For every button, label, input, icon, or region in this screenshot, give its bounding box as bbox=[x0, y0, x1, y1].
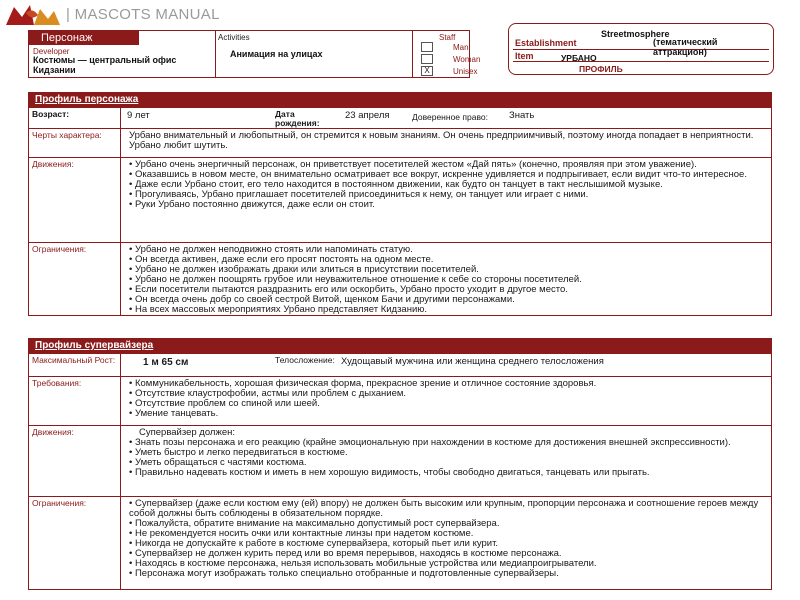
list-item: • Супервайзер (даже если костюм ему (ей) впору) не должен быть высоким или крупным, пропорции персонажа и соотношение героев между собой должны быть соблюдены в обязательном порядке. bbox=[129, 498, 759, 519]
staff-woman-label: Woman bbox=[453, 55, 481, 64]
traits-label: Черты характера: bbox=[29, 129, 121, 157]
divider bbox=[513, 61, 769, 62]
supervisor-movements-list bbox=[127, 426, 771, 480]
requirements-label: Требования: bbox=[29, 377, 121, 425]
persona-card-developer-cell bbox=[29, 31, 216, 77]
trusted-label: Доверенное право: bbox=[412, 112, 488, 122]
limits-label: Ограничения: bbox=[29, 243, 121, 315]
list-item: • Отсутствие клаустрофобии, астмы или проблем с дыханием. bbox=[129, 388, 407, 399]
staff-woman-checkbox[interactable] bbox=[421, 54, 433, 64]
birth-value: 23 апреля bbox=[345, 110, 390, 121]
list-item: • Никогда не допускайте к работе в костюме супервайзера, который пьет или курит. bbox=[129, 538, 499, 549]
supervisor-limits-row bbox=[29, 496, 771, 589]
list-item: • Отсутствие проблем со спиной или шеей. bbox=[129, 398, 320, 409]
age-row bbox=[29, 107, 771, 128]
persona-card-activities-cell bbox=[216, 31, 413, 77]
traits-row bbox=[29, 128, 771, 157]
list-item: • Прогуливаясь, Урбано приглашает посетителей присоединиться к нему, он танцует или играет с ними. bbox=[129, 189, 589, 200]
staff-unisex-label: Unisex bbox=[453, 67, 478, 76]
establishment-box bbox=[508, 23, 774, 75]
supervisor-movements-row bbox=[29, 425, 771, 496]
list-item: • Коммуникабельность, хорошая физическая форма, прекрасное зрение и отличное состояние здоровья. bbox=[129, 378, 597, 389]
age-label: Возраст: bbox=[29, 108, 121, 128]
staff-man-checkbox[interactable] bbox=[421, 42, 433, 52]
list-item: • Правильно надевать костюм и иметь в нем хорошую видимость, чтобы свободно двигаться, танцевать или прыгать. bbox=[129, 467, 650, 478]
list-item: • Не рекомендуется носить очки или контактные линзы при надетом костюме. bbox=[129, 528, 474, 539]
movements-row bbox=[29, 157, 771, 242]
trusted-value: Знать bbox=[509, 110, 535, 121]
developer-value: Костюмы — центральный офис Кидзании bbox=[33, 55, 177, 75]
height-label: Максимальный Рост: bbox=[29, 354, 121, 376]
list-item: • Урбано не должен изображать драки или злиться в присутствии посетителей. bbox=[129, 264, 479, 275]
supervisor-limits-list bbox=[127, 497, 771, 581]
list-item: • Уметь обращаться с частями костюма. bbox=[129, 457, 307, 468]
list-item: • Оказавшись в новом месте, он внимательно осматривает все вокруг, искренне удивляется и подпрыгивает, если видит что-то интересное. bbox=[129, 169, 747, 180]
list-item: • Он всегда активен, даже если его просят постоять на одном месте. bbox=[129, 254, 434, 265]
birth-label: Дата рождения: bbox=[275, 109, 320, 128]
list-item: • Даже если Урбано стоит, его тело находится в постоянном движении, как будто он танцует в такт неслышимой музыке. bbox=[129, 179, 663, 190]
list-item: • Руки Урбано постоянно движутся, даже если он стоит. bbox=[129, 199, 375, 210]
list-item: • Знать позы персонажа и его реакцию (крайне эмоциональную при нахождении в костюме для достижения внешней экспрессивности). bbox=[129, 437, 731, 448]
persona-card-staff-cell bbox=[413, 31, 481, 77]
character-profile-section bbox=[28, 92, 772, 316]
kidzania-logo bbox=[4, 3, 64, 29]
supervisor-profile-section bbox=[28, 338, 772, 590]
movements-label: Движения: bbox=[29, 158, 121, 242]
list-item: • Если посетители пытаются раздразнить его или оскорбить, Урбано просто уходит в другое место. bbox=[129, 284, 568, 295]
establishment-label: Establishment bbox=[515, 38, 577, 48]
requirements-list bbox=[127, 377, 771, 421]
list-item: • Урбано не должен неподвижно стоять или напоминать статую. bbox=[129, 244, 413, 255]
list-item: • Урбано очень энергичный персонаж, он приветствует посетителей жестом «Дай пять» (конечно, проявляя при этом уважение). bbox=[129, 159, 697, 170]
height-row bbox=[29, 353, 771, 376]
developer-label: Developer bbox=[33, 47, 70, 56]
movements-list bbox=[127, 158, 771, 212]
character-profile-title: Профиль персонажа bbox=[29, 93, 771, 107]
list-item: • Уметь быстро и легко передвигаться в костюме. bbox=[129, 447, 348, 458]
item-label: Item bbox=[515, 51, 534, 61]
traits-text: Урбано внимательный и любопытный, он стремится к новым знаниям. Он очень предприимчивый, поэтому иногда попадает в неприятности. Урбано любит шутить. bbox=[129, 130, 754, 151]
list-item: • На всех массовых мероприятиях Урбано представляет Кидзанию. bbox=[129, 304, 428, 315]
establishment-value: (тематический аттракцион) bbox=[653, 37, 718, 57]
limits-row bbox=[29, 242, 771, 315]
list-item: • Умение танцевать. bbox=[129, 408, 219, 419]
manual-title: | MASCOTS MANUAL bbox=[66, 6, 220, 23]
limits-list bbox=[127, 243, 771, 317]
supervisor-profile-title: Профиль супервайзера bbox=[29, 339, 771, 353]
list-item: • Находясь в костюме персонажа, нельзя использовать мобильные устройства или медиапроигрыватели. bbox=[129, 558, 597, 569]
supervisor-movements-label: Движения: bbox=[29, 426, 121, 496]
list-item: • Урбано не должен поощрять грубое или неуважительное отношение к себе со стороны посетителей. bbox=[129, 274, 582, 285]
list-item: • Персонажа могут изображать только специально отобранные и подготовленные супервайзеры. bbox=[129, 568, 559, 579]
staff-man-label: Man bbox=[453, 43, 469, 52]
item-value: УРБАНО bbox=[561, 53, 597, 63]
establishment-heading: Streetmosphere bbox=[601, 29, 670, 39]
build-value: Худощавый мужчина или женщина среднего телосложения bbox=[341, 356, 604, 367]
activities-label: Activities bbox=[218, 33, 250, 42]
list-item: • Супервайзер не должен курить перед или во время перерывов, находясь в костюме персонажа. bbox=[129, 548, 562, 559]
list-item: • Пожалуйста, обратите внимание на максимально допустимый рост супервайзера. bbox=[129, 518, 500, 529]
staff-unisex-checkbox[interactable]: X bbox=[421, 66, 433, 76]
profile-label: ПРОФИЛЬ bbox=[579, 64, 623, 74]
persona-tab: Персонаж bbox=[29, 31, 139, 45]
activities-value: Анимация на улицах bbox=[230, 49, 323, 59]
persona-card bbox=[28, 30, 481, 78]
build-label: Телосложение: bbox=[275, 355, 335, 365]
supervisor-limits-label: Ограничения: bbox=[29, 497, 121, 589]
age-value: 9 лет bbox=[127, 110, 150, 121]
movements-intro: Супервайзер должен: bbox=[139, 427, 235, 438]
staff-label: Staff bbox=[439, 33, 456, 42]
height-value: 1 м 65 см bbox=[143, 357, 189, 368]
list-item: • Он всегда очень добр со своей сестрой Витой, щенком Бачи и другими персонажами. bbox=[129, 294, 515, 305]
requirements-row bbox=[29, 376, 771, 425]
